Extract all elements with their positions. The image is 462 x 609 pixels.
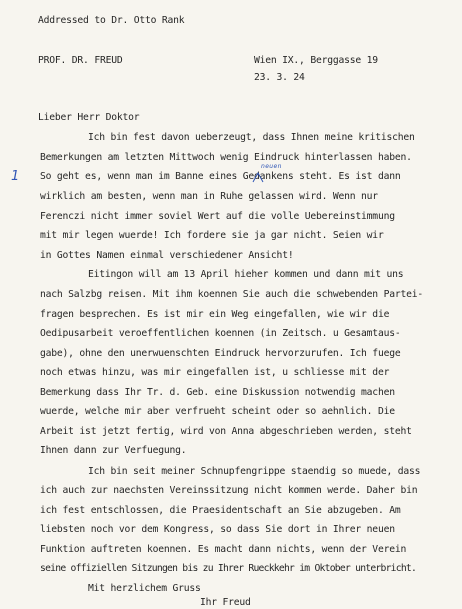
body-line: ich fest entschlossen, die Praesidentschaft an Sie abzugeben. Am — [40, 505, 401, 516]
closing-line: Mit herzlichem Gruss — [88, 583, 201, 594]
sender-address: Wien IX., Berggasse 19 — [254, 55, 378, 66]
body-line: wirklich am besten, wenn man in Ruhe gelassen wird. Wenn nur — [40, 191, 378, 202]
signature-line: Ihr Freud — [200, 597, 251, 608]
body-line: Eitingon will am 13 April hieher kommen und dann mit uns — [88, 269, 404, 280]
body-line: fragen besprechen. Es ist mir ein Weg eingefallen, wie wir die — [40, 309, 390, 320]
salutation: Lieber Herr Doktor — [38, 112, 140, 123]
body-line: ich auch zur naechsten Vereinssitzung nicht kommen werde. Daher bin — [40, 485, 418, 496]
body-line: Bemerkung dass Ihr Tr. d. Geb. eine Diskussion notwendig machen — [40, 387, 395, 398]
body-line: Ich bin fest davon ueberzeugt, dass Ihnen meine kritischen — [88, 132, 415, 143]
body-line: Ihnen dann zur Verfuegung. — [40, 445, 187, 456]
sender-name: PROF. DR. FREUD — [38, 55, 123, 66]
body-line: Bemerkungen am letzten Mittwoch wenig Eindruck hinterlassen haben. — [40, 152, 412, 163]
body-line: seine offiziellen Sitzungen bis zu Ihrer Rueckkehr im Oktober unterbricht. — [40, 563, 417, 574]
body-line: nach Salzbg reisen. Mit ihm koennen Sie auch die schwebenden Partei- — [40, 289, 424, 300]
body-line: mit mir legen wuerde! Ich fordere sie ja gar nicht. Seien wir — [40, 230, 384, 241]
body-line: Ferenczi nicht immer soviel Wert auf die volle Uebereinstimmung — [40, 211, 395, 222]
body-line: wuerde, welche mir aber verfrueht scheint oder so aehnlich. Die — [40, 406, 395, 417]
margin-mark: 1 — [11, 169, 20, 184]
body-line: Funktion auftreten koennen. Es macht dann nichts, wenn der Verein — [40, 544, 407, 555]
body-line: noch etwas hinzu, was mir eingefallen ist, u schliesse mit der — [40, 367, 390, 378]
body-line: Oedipusarbeit veroeffentlichen koennen (in Zeitsch. u Gesamtaus- — [40, 328, 401, 339]
letter-date: 23. 3. 24 — [254, 72, 305, 83]
addressee-note: Addressed to Dr. Otto Rank — [38, 15, 185, 26]
body-line: Arbeit ist jetzt fertig, wird von Anna abgeschrieben werden, steht — [40, 426, 412, 437]
body-line: So geht es, wenn man im Banne eines Gedankens steht. Es ist dann — [40, 171, 401, 182]
body-line: in Gottes Namen einmal verschiedener Ansicht! — [40, 250, 294, 261]
body-line: gabe), ohne den unerwuenschten Eindruck hervorzurufen. Ich fuege — [40, 348, 401, 359]
handwritten-insertion: neuen — [261, 163, 282, 170]
insertion-caret-icon — [251, 170, 265, 184]
body-line: liebsten noch vor dem Kongress, so dass Sie dort in Ihrer neuen — [40, 524, 395, 535]
body-line: Ich bin seit meiner Schnupfengrippe staendig so muede, dass — [88, 466, 421, 477]
